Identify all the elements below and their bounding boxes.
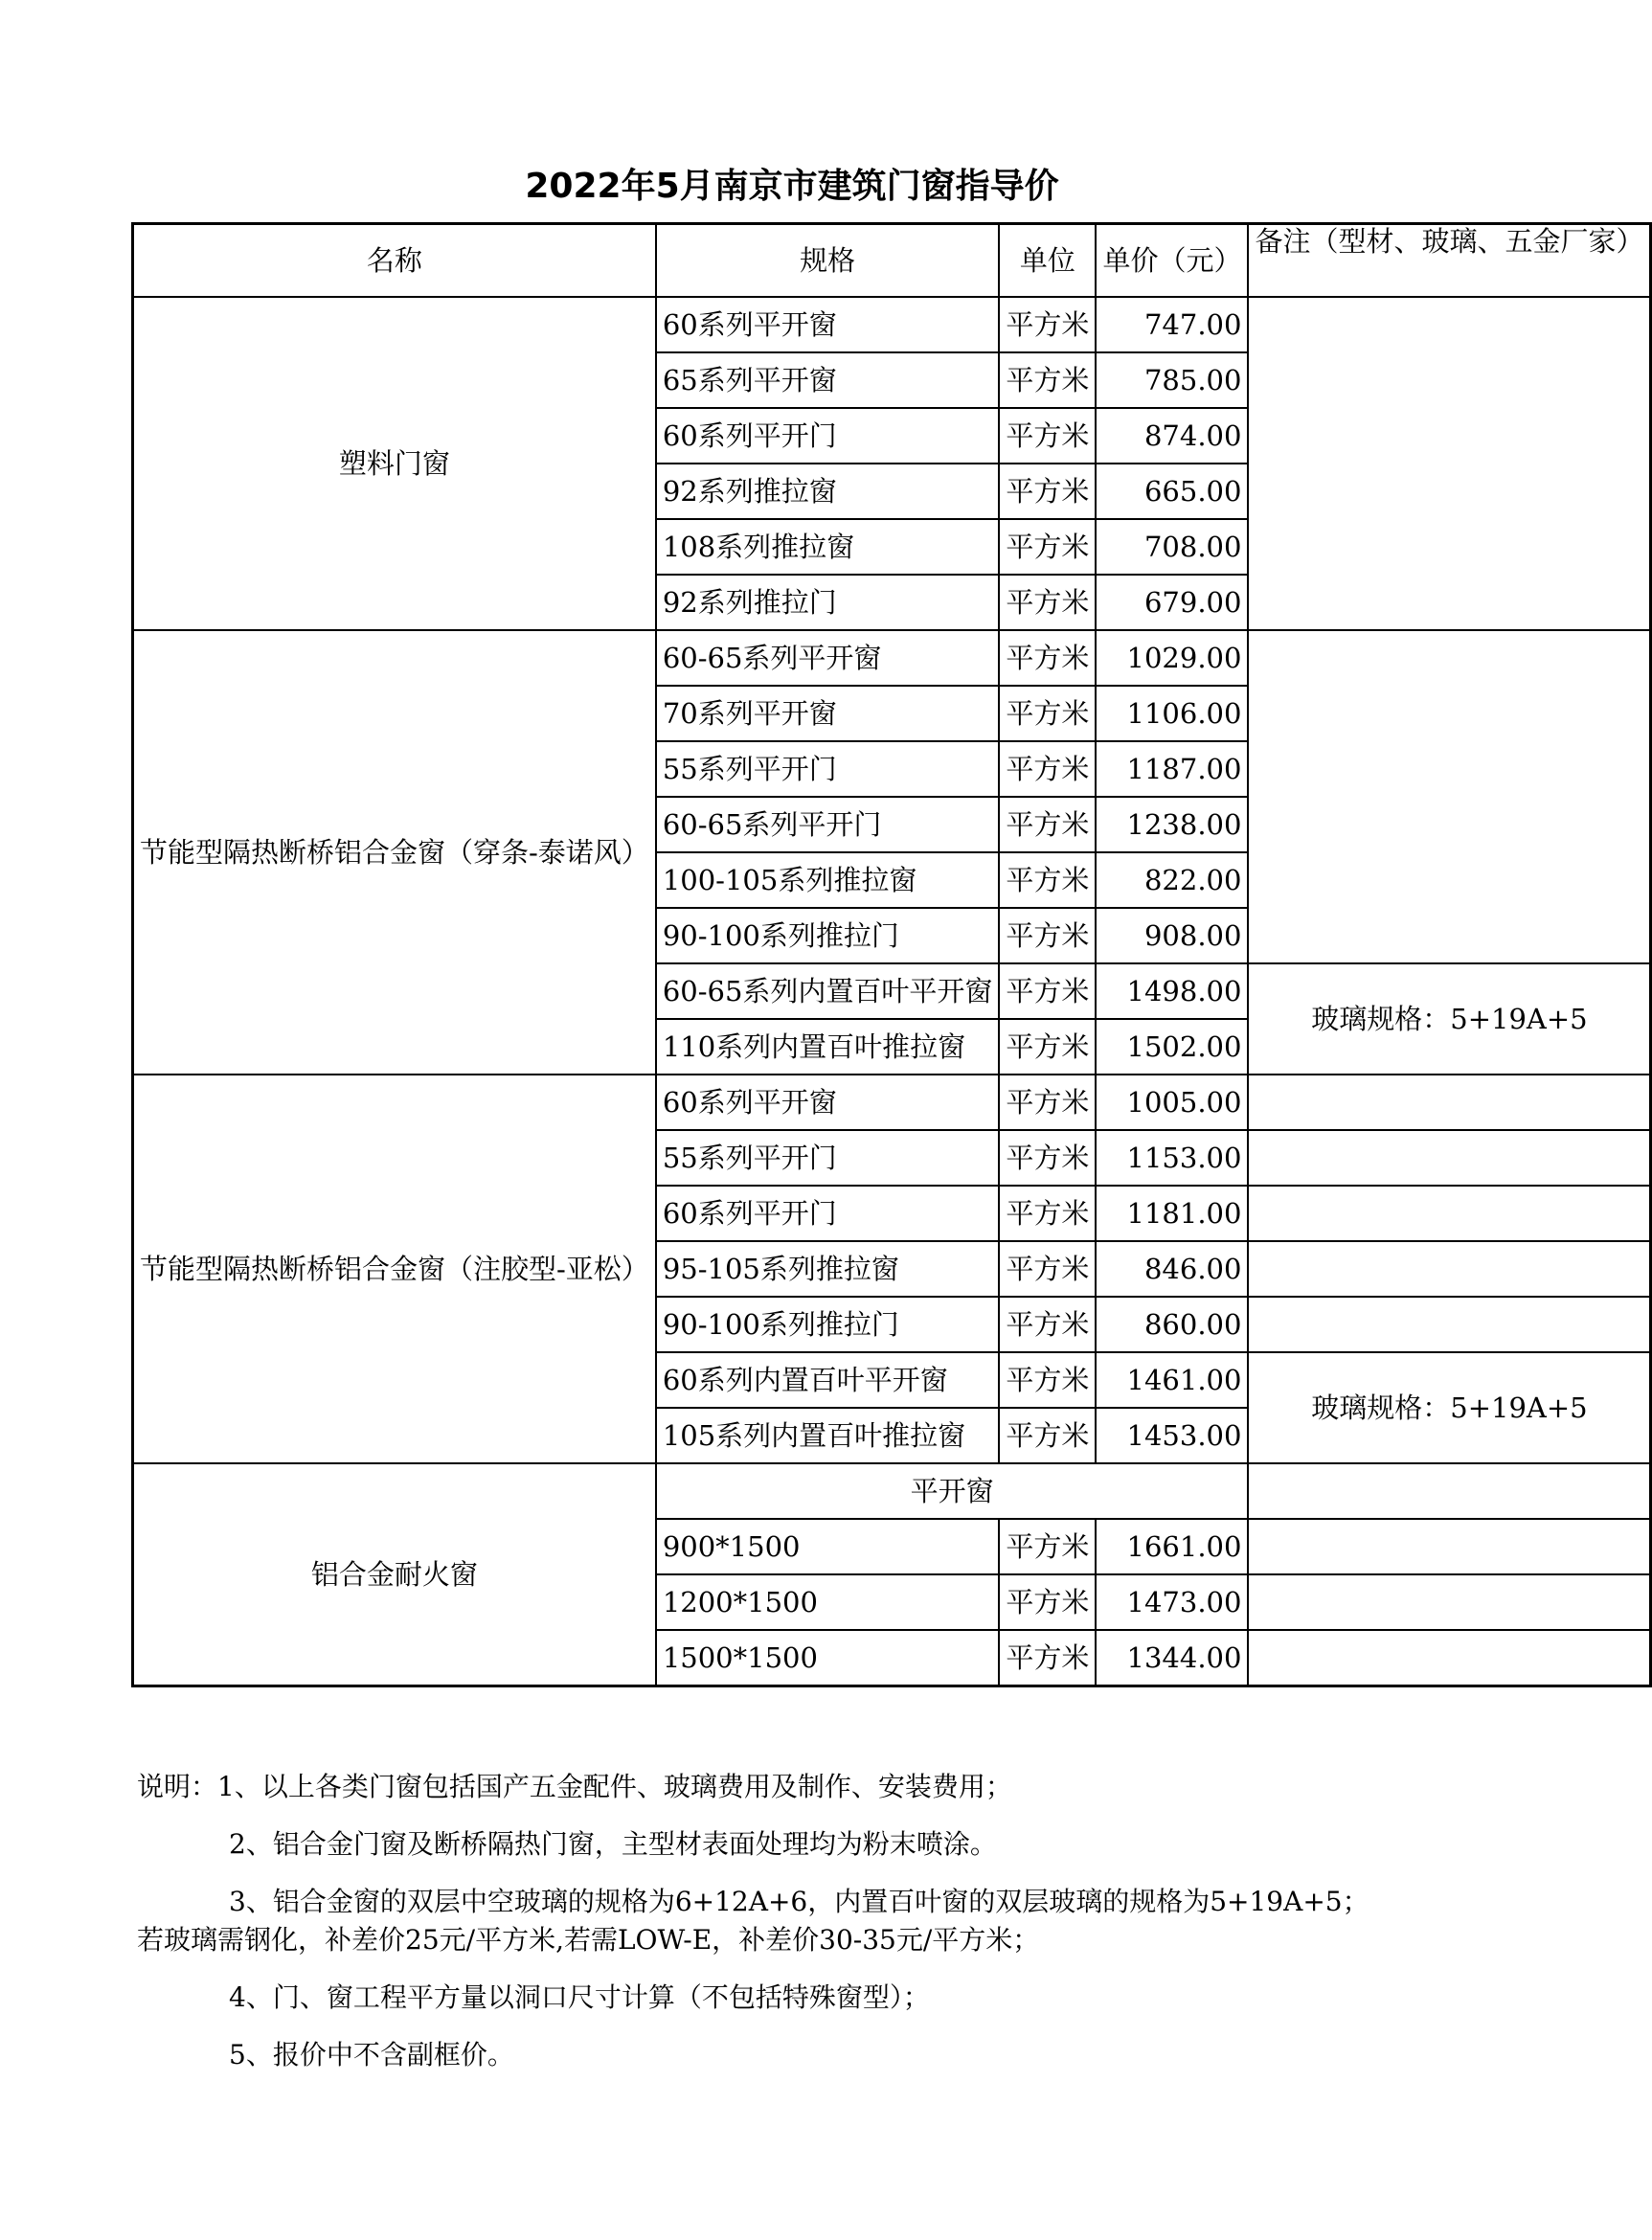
spec-cell: 60系列平开门 <box>656 1186 1000 1241</box>
unit-cell: 平方米 <box>999 1297 1096 1352</box>
price-cell: 1473.00 <box>1096 1574 1248 1630</box>
unit-cell: 平方米 <box>999 1519 1096 1574</box>
spec-cell: 900*1500 <box>656 1519 1000 1574</box>
spec-cell: 1500*1500 <box>656 1630 1000 1686</box>
price-cell: 1344.00 <box>1096 1630 1248 1686</box>
header-price: 单价（元） <box>1096 224 1248 298</box>
remark-cell <box>1248 630 1651 963</box>
unit-cell: 平方米 <box>999 852 1096 908</box>
spec-cell: 60系列平开窗 <box>656 297 1000 352</box>
unit-cell: 平方米 <box>999 797 1096 852</box>
remark-cell <box>1248 1130 1651 1186</box>
remark-cell: 玻璃规格：5+19A+5 <box>1248 963 1651 1075</box>
unit-cell: 平方米 <box>999 1574 1096 1630</box>
header-spec: 规格 <box>656 224 1000 298</box>
group-name: 节能型隔热断桥铝合金窗（穿条-泰诺风） <box>133 630 656 1075</box>
remark-cell <box>1248 1241 1651 1297</box>
spec-cell: 60-65系列平开窗 <box>656 630 1000 686</box>
price-cell: 679.00 <box>1096 575 1248 630</box>
unit-cell: 平方米 <box>999 1408 1096 1463</box>
group-name: 塑料门窗 <box>133 297 656 630</box>
price-cell: 1498.00 <box>1096 963 1248 1019</box>
price-cell: 1181.00 <box>1096 1186 1248 1241</box>
table-row <box>133 1075 1651 1130</box>
remark-cell <box>1248 297 1651 630</box>
unit-cell: 平方米 <box>999 741 1096 797</box>
spec-cell: 60系列平开窗 <box>656 1075 1000 1130</box>
unit-cell: 平方米 <box>999 1130 1096 1186</box>
remark-cell <box>1248 1519 1651 1574</box>
unit-cell: 平方米 <box>999 630 1096 686</box>
header-name: 名称 <box>133 224 656 298</box>
unit-cell: 平方米 <box>999 1019 1096 1075</box>
note-2: 2、铝合金门窗及断桥隔热门窗，主型材表面处理均为粉末喷涂。 <box>229 1828 997 1860</box>
note-1: 说明：1、以上各类门窗包括国产五金配件、玻璃费用及制作、安装费用； <box>137 1771 1012 1802</box>
unit-cell: 平方米 <box>999 1241 1096 1297</box>
unit-cell: 平方米 <box>999 519 1096 575</box>
unit-cell: 平方米 <box>999 1186 1096 1241</box>
table-row <box>133 297 1651 352</box>
price-cell: 1461.00 <box>1096 1352 1248 1408</box>
unit-cell: 平方米 <box>999 297 1096 352</box>
price-cell: 908.00 <box>1096 908 1248 963</box>
spec-cell: 60-65系列平开门 <box>656 797 1000 852</box>
price-cell: 1238.00 <box>1096 797 1248 852</box>
spec-cell: 60系列平开门 <box>656 408 1000 464</box>
spec-cell: 108系列推拉窗 <box>656 519 1000 575</box>
spec-cell: 55系列平开门 <box>656 1130 1000 1186</box>
price-cell: 846.00 <box>1096 1241 1248 1297</box>
price-cell: 1661.00 <box>1096 1519 1248 1574</box>
price-cell: 1187.00 <box>1096 741 1248 797</box>
table-row <box>133 1463 1651 1519</box>
note-3: 3、铝合金窗的双层中空玻璃的规格为6+12A+6，内置百叶窗的双层玻璃的规格为5+19A+5； <box>229 1886 1369 1917</box>
header-unit: 单位 <box>999 224 1096 298</box>
spec-cell: 95-105系列推拉窗 <box>656 1241 1000 1297</box>
unit-cell: 平方米 <box>999 408 1096 464</box>
unit-cell: 平方米 <box>999 1075 1096 1130</box>
header-remark: 备注（型材、玻璃、五金厂家） <box>1248 224 1651 298</box>
price-cell: 1453.00 <box>1096 1408 1248 1463</box>
unit-cell: 平方米 <box>999 352 1096 408</box>
unit-cell: 平方米 <box>999 464 1096 519</box>
price-cell: 708.00 <box>1096 519 1248 575</box>
subheader-cell: 平开窗 <box>656 1463 1249 1519</box>
table-row <box>133 630 1651 686</box>
price-cell: 747.00 <box>1096 297 1248 352</box>
spec-cell: 90-100系列推拉门 <box>656 1297 1000 1352</box>
spec-cell: 60-65系列内置百叶平开窗 <box>656 963 1000 1019</box>
price-cell: 1106.00 <box>1096 686 1248 741</box>
remark-cell <box>1248 1186 1651 1241</box>
spec-cell: 105系列内置百叶推拉窗 <box>656 1408 1000 1463</box>
spec-cell: 1200*1500 <box>656 1574 1000 1630</box>
price-table <box>131 222 1652 1687</box>
table-header-row <box>133 224 1651 298</box>
spec-cell: 65系列平开窗 <box>656 352 1000 408</box>
remark-cell <box>1248 1574 1651 1630</box>
spec-cell: 90-100系列推拉门 <box>656 908 1000 963</box>
unit-cell: 平方米 <box>999 1352 1096 1408</box>
unit-cell: 平方米 <box>999 963 1096 1019</box>
spec-cell: 100-105系列推拉窗 <box>656 852 1000 908</box>
remark-cell <box>1248 1297 1651 1352</box>
page-title: 2022年5月南京市建筑门窗指导价 <box>525 167 1059 206</box>
spec-cell: 92系列推拉门 <box>656 575 1000 630</box>
spec-cell: 110系列内置百叶推拉窗 <box>656 1019 1000 1075</box>
price-cell: 1153.00 <box>1096 1130 1248 1186</box>
price-cell: 665.00 <box>1096 464 1248 519</box>
note-3-continued: 若玻璃需钢化，补差价25元/平方米,若需LOW-E，补差价30-35元/平方米； <box>137 1924 1040 1956</box>
spec-cell: 60系列内置百叶平开窗 <box>656 1352 1000 1408</box>
group-name: 铝合金耐火窗 <box>133 1463 656 1686</box>
unit-cell: 平方米 <box>999 1630 1096 1686</box>
unit-cell: 平方米 <box>999 686 1096 741</box>
price-cell: 1502.00 <box>1096 1019 1248 1075</box>
price-cell: 822.00 <box>1096 852 1248 908</box>
group-name: 节能型隔热断桥铝合金窗（注胶型-亚松） <box>133 1075 656 1463</box>
spec-cell: 70系列平开窗 <box>656 686 1000 741</box>
remark-cell: 玻璃规格：5+19A+5 <box>1248 1352 1651 1463</box>
remark-cell <box>1248 1075 1651 1130</box>
remark-cell <box>1248 1630 1651 1686</box>
price-cell: 785.00 <box>1096 352 1248 408</box>
note-4: 4、门、窗工程平方量以洞口尺寸计算（不包括特殊窗型）； <box>229 1981 930 2013</box>
unit-cell: 平方米 <box>999 908 1096 963</box>
price-cell: 1005.00 <box>1096 1075 1248 1130</box>
unit-cell: 平方米 <box>999 575 1096 630</box>
remark-cell <box>1248 1463 1651 1519</box>
price-cell: 860.00 <box>1096 1297 1248 1352</box>
spec-cell: 55系列平开门 <box>656 741 1000 797</box>
price-cell: 874.00 <box>1096 408 1248 464</box>
note-5: 5、报价中不含副框价。 <box>229 2039 514 2070</box>
price-cell: 1029.00 <box>1096 630 1248 686</box>
spec-cell: 92系列推拉窗 <box>656 464 1000 519</box>
notes-section <box>137 1768 1478 2093</box>
